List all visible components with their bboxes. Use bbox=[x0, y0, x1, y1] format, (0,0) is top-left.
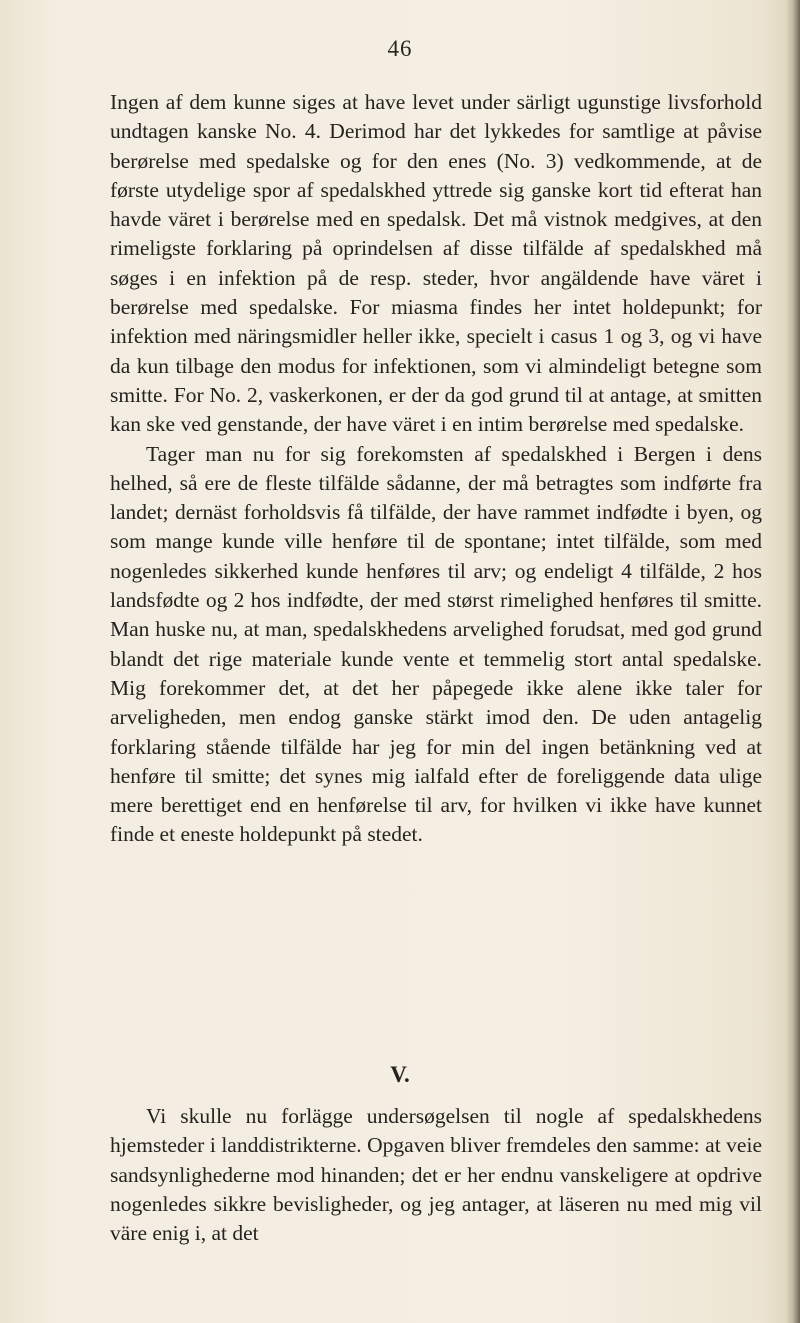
section-paragraph: Vi skulle nu forlägge undersøgelsen til nogle af spedalskhedens hjemsteder i landdistrikterne. Opgaven bliver fremdeles den samme: at veie sandsynlighederne mod hinanden; det er her endnu vanskeligere at opdrive nogenledes sikkre bevisligheder, og jeg antager, at läseren nu med mig vil väre enig i, at det bbox=[110, 1104, 762, 1246]
page-number: 46 bbox=[387, 36, 413, 61]
section-heading: V. bbox=[390, 1062, 410, 1087]
page-edge-shadow bbox=[786, 0, 800, 1323]
paragraph-2: Tager man nu for sig forekomsten af spedalskhed i Bergen i dens helhed, så ere de fleste tilfälde sådanne, der må betragtes som indførte fra landet; dernäst forholdsvis få tilfälde, der have rammet indfødte i byen, og som mange kunde ville henføre til de spontane; intet tilfälde, som med nogenledes sikkerhed kunde henføres til arv; og endeligt 4 tilfälde, 2 hos landsfødte og 2 hos indfødte, der med størst rimelighed henføres til smitte. Man huske nu, at man, spedalskhedens arvelighed forudsat, med god grund blandt det rige materiale kunde vente et temmelig stort antal spedalske. Mig forekommer det, at det her påpegede ikke alene ikke taler for arveligheden, men endog ganske stärkt imod den. De uden antagelig forklaring stående tilfälde har jeg for min del ingen betänkning ved at henføre til smitte; det synes mig ialfald efter de foreliggende data ulige mere berettiget end en henførelse til arv, for hvilken vi ikke have kunnet finde et eneste holdepunkt på stedet. bbox=[110, 441, 762, 847]
paragraph-1: Ingen af dem kunne siges at have levet under särligt ugunstige livsforhold undtagen kanske No. 4. Derimod har det lykkedes for samtlige at påvise berørelse med spedalske og for den enes (No. 3) vedkommende, at de første utydelige spor af spedalskhed yttrede sig ganske kort tid efterat han havde väret i berørelse med en spedalsk. Det må vistnok medgives, at den rimeligste forklaring på oprindelsen af disse tilfälde af spedalskhed må søges i en infektion på de resp. steder, hvor angäldende have väret i berørelse med spedalske. For miasma findes her intet holdepunkt; for infektion med näringsmidler heller ikke, specielt i casus 1 og 3, og vi have da kun tilbage den modus for infektionen, som vi almindeligt betegne som smitte. For No. 2, vaskerkonen, er der da god grund til at antage, at smitten kan ske ved genstande, der have väret i en intim berørelse med spedalske. bbox=[110, 90, 762, 437]
section-body-text bbox=[110, 1102, 762, 1248]
body-text bbox=[110, 88, 762, 850]
